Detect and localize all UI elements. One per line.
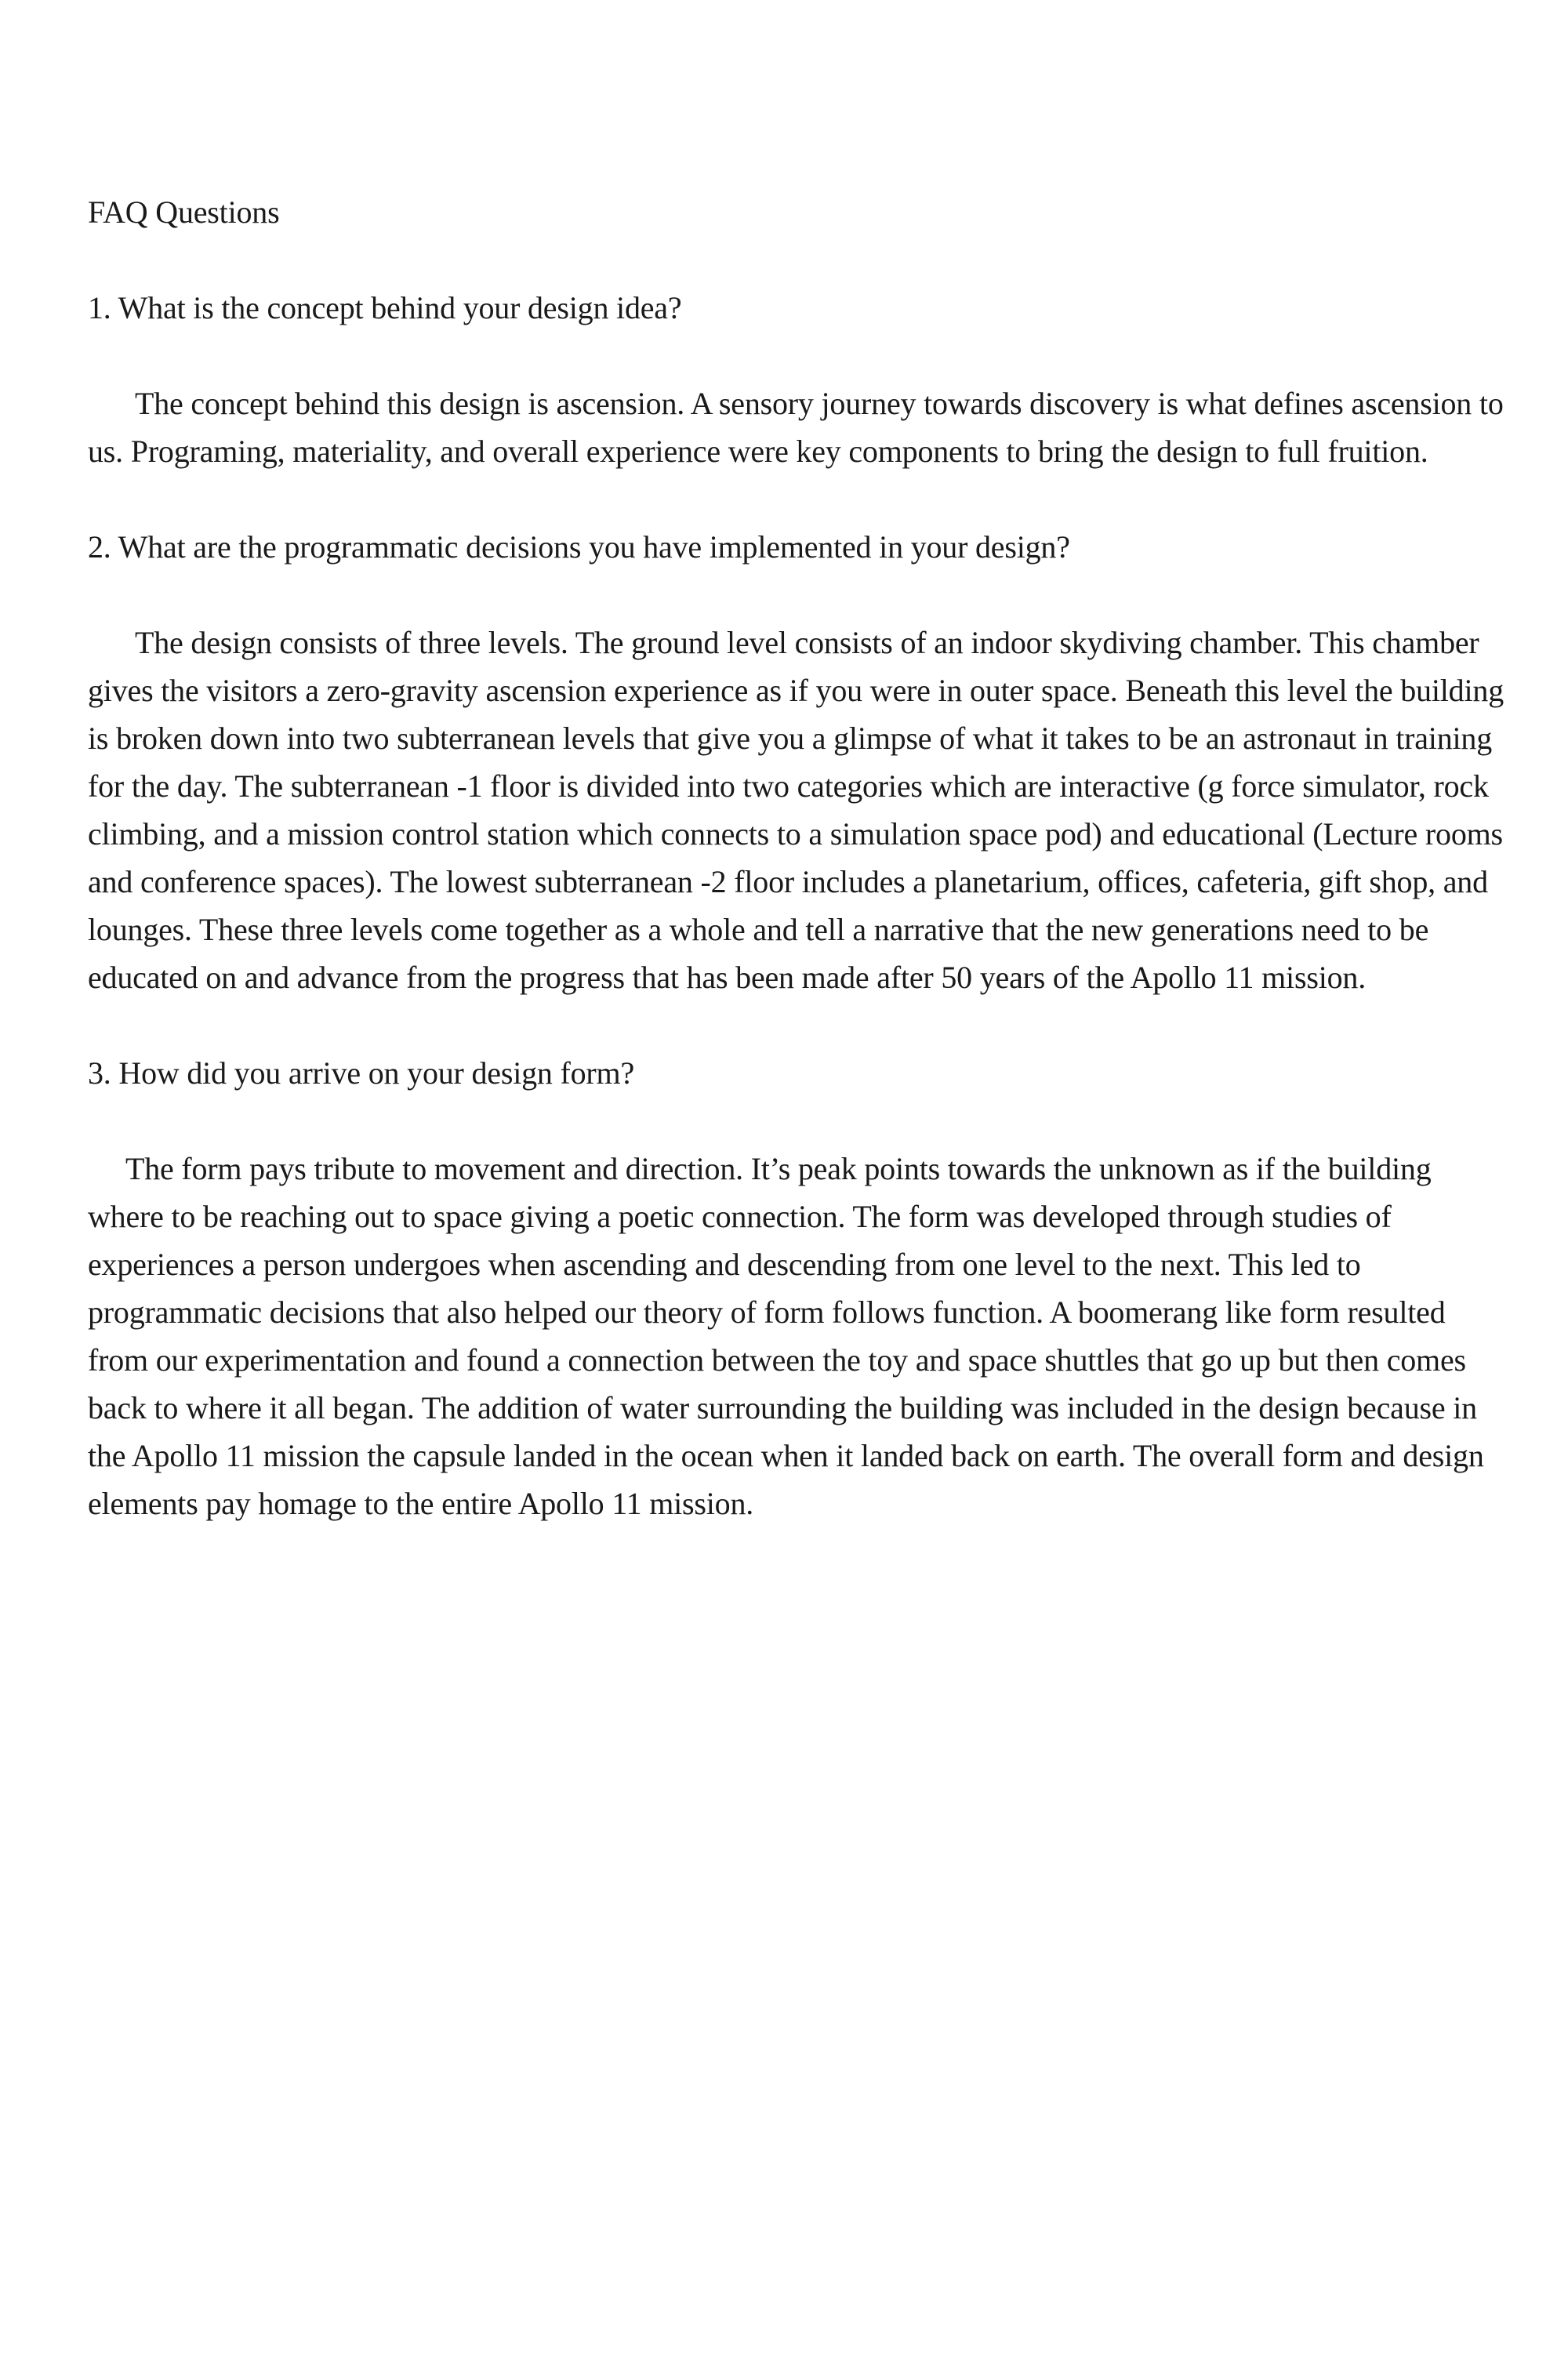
faq-answer-1: The concept behind this design is ascension. A sensory journey towards discovery is what defines ascension to us. Programing, materiality, and overall experience were key components to bring the design to full fruition. xyxy=(88,386,1504,469)
faq-item-1 xyxy=(88,284,1507,475)
faq-answer-3: The form pays tribute to movement and direction. It’s peak points towards the unknown as if the building where to be reaching out to space giving a poetic connection. The form was developed through studies of experiences a person undergoes when ascending and descending from one level to the next. This led to programmatic decisions that also helped our theory of form follows function. A boomerang like form resulted from our experimentation and found a connection between the toy and space shuttles that go up but then comes back to where it all began. The addition of water surrounding the building was included in the design because in the Apollo 11 mission the capsule landed in the ocean when it landed back on earth. The overall form and design elements pay homage to the entire Apollo 11 mission. xyxy=(88,1151,1484,1521)
faq-item-2 xyxy=(88,523,1507,1001)
faq-item-3 xyxy=(88,1049,1507,1527)
document-page xyxy=(88,188,1507,1527)
faq-question-1: 1. What is the concept behind your design idea? xyxy=(88,290,682,325)
faq-question-3: 3. How did you arrive on your design form? xyxy=(88,1055,635,1091)
faq-question-2: 2. What are the programmatic decisions you have implemented in your design? xyxy=(88,529,1070,565)
document-title: FAQ Questions xyxy=(88,194,280,230)
faq-answer-2: The design consists of three levels. The ground level consists of an indoor skydiving chamber. This chamber gives the visitors a zero-gravity ascension experience as if you were in outer space. Beneath this level the building is broken down into two subterranean levels that give you a glimpse of what it takes to be an astronaut in training for the day. The subterranean -1 floor is divided into two categories which are interactive (g force simulator, rock climbing, and a mission control station which connects to a simulation space pod) and educational (Lecture rooms and conference spaces). The lowest subterranean -2 floor includes a planetarium, offices, cafeteria, gift shop, and lounges. These three levels come together as a whole and tell a narrative that the new generations need to be educated on and advance from the progress that has been made after 50 years of the Apollo 11 mission. xyxy=(88,625,1504,995)
